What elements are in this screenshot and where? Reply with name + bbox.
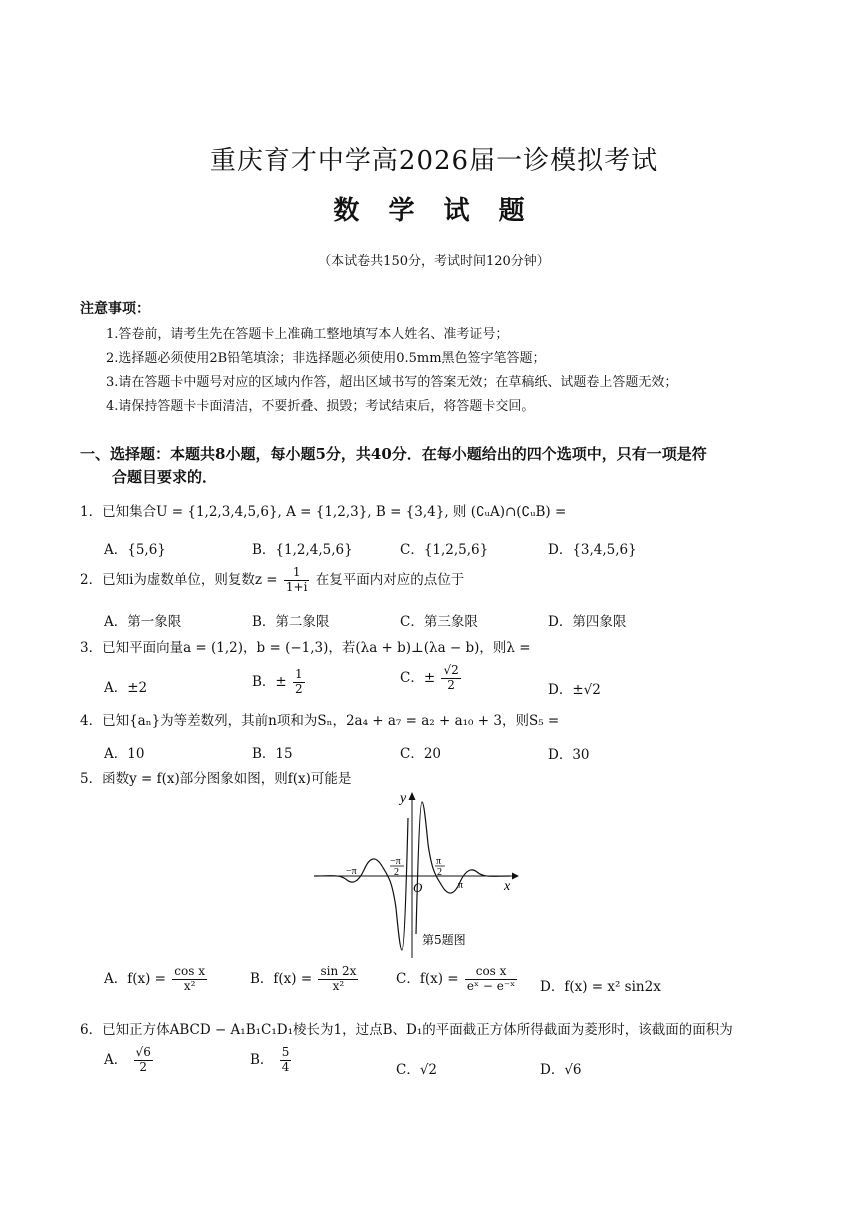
q5-option-a-fraction: [172, 965, 207, 994]
notice-item: 2.选择题必须使用2B铅笔填涂；非选择题必须使用0.5mm黑色签字笔答题；: [106, 351, 546, 366]
q1-option-b: B．{1,2,4,5,6}: [252, 542, 353, 558]
neg-half-pi-den: 2: [394, 867, 399, 878]
q5-option-c: [396, 965, 519, 994]
q5-function-graph: [312, 788, 522, 964]
q3-option-c-fraction: [441, 664, 460, 693]
frac-num: √6: [135, 1045, 151, 1059]
q6-option-d: D．√6: [540, 1062, 582, 1078]
q3-option-c: [400, 664, 463, 693]
half-pi-den: 2: [437, 867, 442, 878]
q3-option-b: [252, 668, 307, 697]
q5-option-d: D．f(x) = x² sin2x: [540, 979, 661, 995]
exam-info: （本试卷共150分，考试时间120分钟）: [318, 254, 550, 269]
notice-heading: 注意事项：: [80, 301, 150, 317]
q2-stem-post: 在复平面内对应的点位于: [315, 571, 465, 588]
figure-caption: 第5题图: [422, 933, 466, 947]
neg-half-pi-num: −π: [390, 856, 401, 867]
q4-option-b: B．15: [252, 746, 293, 762]
frac-den: x²: [183, 978, 196, 993]
q5-option-b-fraction: [318, 965, 358, 994]
question-2-stem: [80, 566, 464, 595]
q6-option-a: [104, 1046, 155, 1075]
q5-option-b-label: B．f(x) =: [250, 970, 313, 987]
q2-frac-den: 1+i: [285, 579, 308, 594]
q1-option-c: C．{1,2,5,6}: [400, 542, 489, 558]
question-5-stem: 5．函数y = f(x)部分图象如图，则f(x)可能是: [80, 771, 352, 787]
q1-option-a: A．{5,6}: [104, 542, 166, 558]
q4-option-a: A．10: [104, 746, 145, 762]
frac-den: 2: [139, 1059, 147, 1074]
q1-option-d: D．{3,4,5,6}: [548, 542, 637, 558]
q3-option-c-label: C．±: [400, 669, 436, 686]
q5-option-a-label: A．f(x) =: [104, 970, 166, 987]
frac-num: cos x: [174, 964, 205, 978]
q3-option-a: A．±2: [104, 680, 148, 696]
q6-option-b-label: B．: [250, 1051, 274, 1068]
question-4-stem: 4．已知{aₙ}为等差数列，其前n项和为Sₙ，2a₄ + a₇ = a₂ + a₁₀ + 3，则S₅ =: [80, 713, 560, 729]
q2-option-a: A．第一象限: [104, 614, 182, 630]
q6-option-a-label: A．: [104, 1051, 128, 1068]
section-heading: 一、选择题：本题共8小题，每小题5分，共40分．在每小题给出的四个选项中，只有一项是符: [80, 445, 707, 463]
q5-option-c-label: C．f(x) =: [396, 970, 459, 987]
q6-option-a-fraction: [134, 1046, 153, 1075]
question-1-stem: 1．已知集合U = {1,2,3,4,5,6}, A = {1,2,3}, B = {3,4}, 则 (∁ᵤA)∩(∁ᵤB) =: [80, 504, 567, 520]
frac-den: 2: [295, 681, 303, 696]
frac-den: 4: [281, 1059, 290, 1074]
graph-curve-right: [416, 802, 510, 934]
x-axis-label: x: [504, 879, 511, 894]
exam-subtitle: 数 学 试 题: [333, 196, 535, 226]
half-pi-num: π: [436, 856, 442, 867]
frac-num: cos x: [465, 965, 517, 980]
question-6-stem: 6．已知正方体ABCD − A₁B₁C₁D₁棱长为1，过点B、D₁的平面截正方体所得截面为菱形时，该截面的面积为: [80, 1022, 733, 1038]
q5-graph-svg: [312, 788, 522, 960]
graph-curve-left: [314, 818, 408, 950]
q5-option-b: [250, 965, 360, 994]
frac-num: 1: [295, 667, 303, 681]
frac-num: √2: [443, 663, 459, 677]
q6-option-b-fraction: [280, 1046, 292, 1075]
y-axis-label: y: [400, 791, 407, 806]
notice-item: 4.请保持答题卡卡面清洁，不要折叠、损毁；考试结束后，将答题卡交回。: [106, 399, 535, 414]
x-axis-arrow: [512, 873, 519, 880]
exam-title: 重庆育才中学高2026届一诊模拟考试: [209, 146, 659, 176]
q6-option-b: [250, 1046, 293, 1075]
q2-option-c: C．第三象限: [400, 614, 478, 630]
y-axis-arrow: [409, 792, 416, 800]
frac-den: x²: [332, 978, 345, 993]
q6-option-c: C．√2: [396, 1062, 438, 1078]
pi-label: π: [458, 880, 464, 891]
q4-option-c: C．20: [400, 746, 442, 762]
q3-option-b-label: B．±: [252, 673, 287, 690]
origin-label: O: [413, 880, 423, 895]
notice-item: 1.答卷前，请考生先在答题卡上准确工整地填写本人姓名、准考证号；: [106, 327, 509, 342]
q2-option-b: B．第二象限: [252, 614, 330, 630]
q3-option-b-fraction: [293, 668, 305, 697]
q2-stem-pre: 2．已知i为虚数单位，则复数z =: [80, 571, 278, 588]
q5-option-c-fraction: [465, 965, 517, 994]
q2-option-d: D．第四象限: [548, 614, 627, 630]
q3-option-d: D．±√2: [548, 682, 601, 698]
q2-fraction: [284, 566, 310, 595]
q2-frac-num: 1: [284, 566, 310, 581]
frac-den: 2: [447, 677, 455, 692]
frac-den: eˣ − e⁻ˣ: [466, 978, 516, 993]
section-heading-cont: 合题目要求的．: [112, 468, 218, 486]
frac-num: 5: [281, 1045, 290, 1059]
question-3-stem: 3．已知平面向量a = (1,2)，b = (−1,3)，若(λa + b)⊥(λa − b)，则λ =: [80, 640, 531, 656]
neg-pi-label: −π: [346, 866, 357, 877]
frac-num: sin 2x: [320, 964, 357, 978]
q4-option-d: D．30: [548, 747, 590, 763]
notice-item: 3.请在答题卡中题号对应的区域内作答，超出区域书写的答案无效；在草稿纸、试题卷上答题无效；: [106, 375, 678, 390]
q5-option-a: [104, 965, 209, 994]
